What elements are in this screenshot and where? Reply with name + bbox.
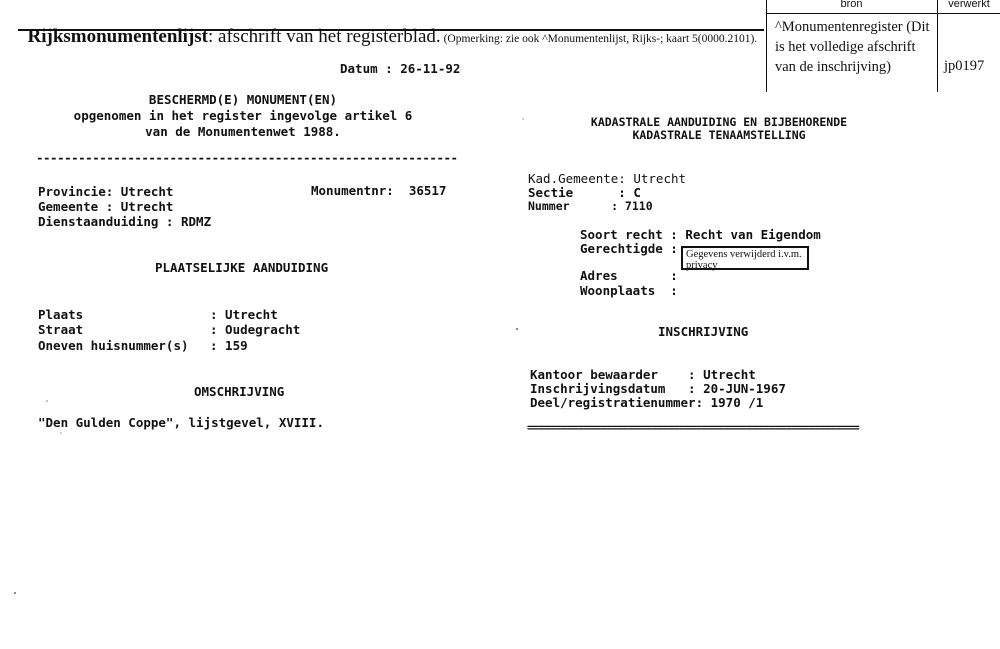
- omschrijving-heading: OMSCHRIJVING: [194, 384, 285, 399]
- monumentnr: Monumentnr: 36517: [311, 183, 447, 198]
- header-note: (Opmerking: zie ook ^Monumentenlijst, Rijks-; kaart 5(0000.2101).: [440, 33, 758, 45]
- plaats-value: : Utrecht: [210, 307, 278, 322]
- plaatselijke-aanduiding-heading: PLAATSELIJKE AANDUIDING: [155, 260, 329, 275]
- plaats-label: Plaats: [38, 307, 84, 322]
- bron-text: ^Monumentenregister (Dit is het volledige afschrift van de inschrijving): [775, 19, 930, 75]
- scan-speck: [14, 592, 16, 594]
- kantoor-bewaarder: Kantoor bewaarder : Utrecht: [530, 367, 756, 382]
- kadastrale-heading: KADASTRALE AANDUIDING EN BIJBEHORENDE KADASTRALE TENAAMSTELLING: [590, 115, 848, 142]
- gerechtigde: Gerechtigde :: [580, 241, 678, 256]
- woonplaats: Woonplaats :: [580, 283, 678, 298]
- soort-recht: Soort recht : Recht van Eigendom: [580, 227, 821, 242]
- nummer: Nummer : 7110: [528, 199, 653, 213]
- privacy-redaction-box: Gegevens verwijderd i.v.m. privacy: [681, 246, 809, 270]
- scan-speck: [46, 400, 48, 402]
- header-title-bold: Rijksmonumentenlijst: [27, 26, 209, 47]
- kad-gemeente: Kad.Gemeente: Utrecht: [528, 171, 687, 186]
- huisnummer-label: Oneven huisnummer(s): [38, 338, 189, 353]
- sectie: Sectie : C: [528, 185, 641, 200]
- separator-left: ------------------------------------------------------------: [36, 150, 458, 165]
- datum: Datum : 26-11-92: [340, 61, 461, 76]
- inschrijvingsdatum: Inschrijvingsdatum : 20-JUN-1967: [530, 381, 786, 396]
- header-rule: [18, 29, 764, 31]
- omschrijving: "Den Gulden Coppe", lijstgevel, XVIII.: [38, 415, 324, 430]
- verwerkt-code: jp0197: [944, 58, 985, 74]
- provincie: Provincie: Utrecht: [38, 184, 174, 199]
- scan-speck: [60, 432, 62, 434]
- box-divider-horizontal: [766, 13, 1000, 14]
- dienstaanduiding: Dienstaanduiding : RDMZ: [38, 214, 212, 229]
- inschrijving-heading: INSCHRIJVING: [658, 324, 749, 339]
- verwerkt-label: verwerkt: [948, 0, 990, 10]
- scan-speck: [522, 118, 524, 120]
- straat-value: : Oudegracht: [210, 322, 301, 337]
- page-header: [18, 4, 757, 48]
- separator-right: ===========================================================: [527, 421, 859, 434]
- straat-label: Straat: [38, 322, 84, 337]
- header-title-rest: : afschrift van het registerblad.: [208, 26, 441, 47]
- adres: Adres :: [580, 268, 678, 283]
- gemeente: Gemeente : Utrecht: [38, 199, 174, 214]
- huisnummer-value: : 159: [210, 338, 248, 353]
- scan-speck: [516, 328, 518, 330]
- bron-label: bron: [840, 0, 863, 10]
- beschermd-heading: BESCHERMD(E) MONUMENT(EN) opgenomen in het register ingevolge artikel 6 van de Monumentenwet 1988.: [73, 92, 413, 139]
- deel-registratienummer: Deel/registratienummer: 1970 /1: [530, 395, 764, 410]
